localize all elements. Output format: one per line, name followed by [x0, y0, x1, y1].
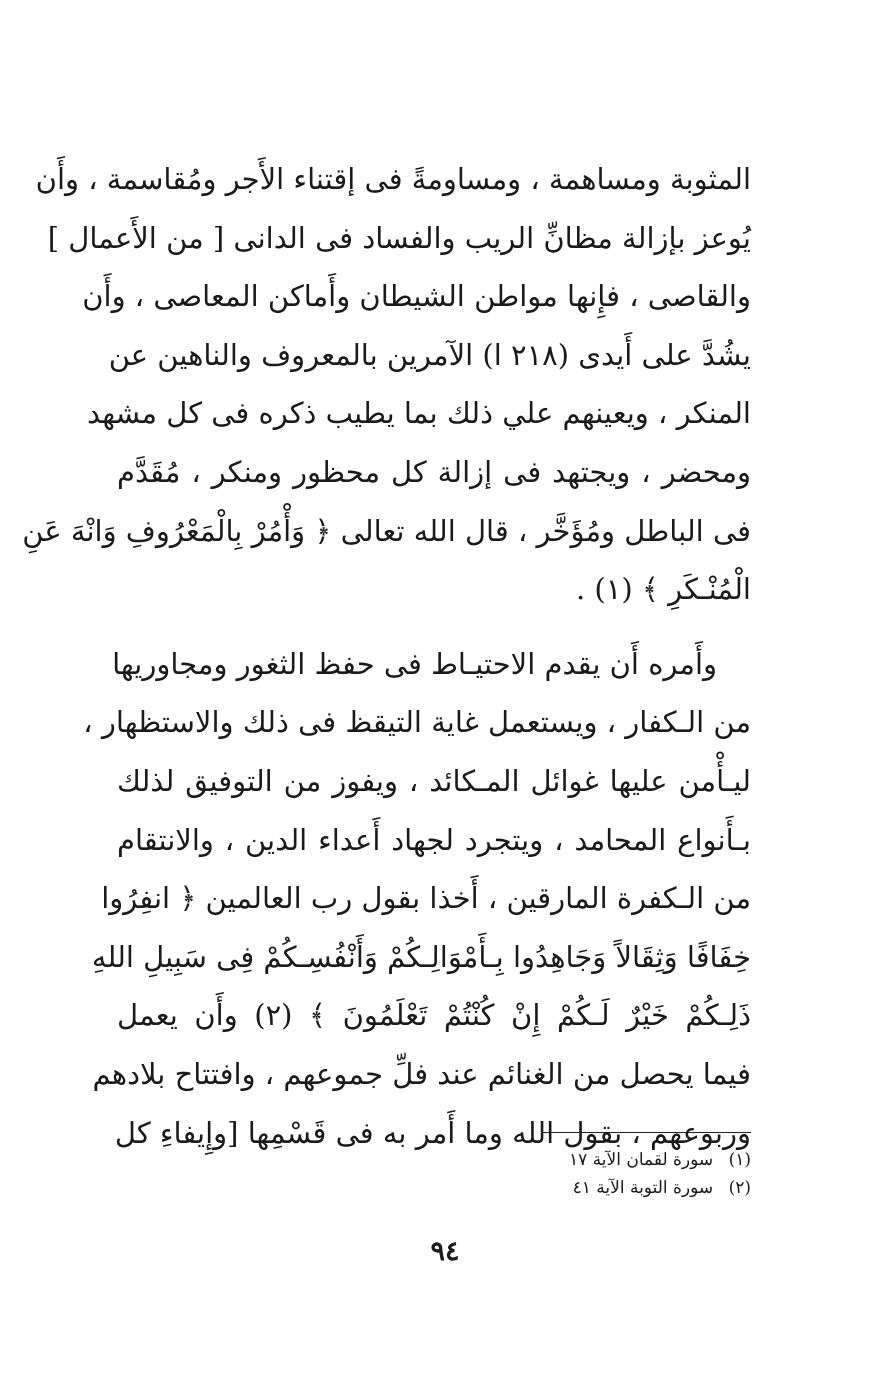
text-line: ليـأْمن عليها غوائل المـكائد ، ويفوز من التوفيق لذلك — [117, 763, 751, 798]
text-line: والقاصى ، فإِنها مواطن الشيطان وأَماكن المعاصى ، وأَن — [82, 279, 751, 314]
footnote-2 — [351, 1174, 751, 1202]
footnote-text: سورة التوبة الآية ٤١ — [572, 1178, 714, 1198]
text-line: فى الباطل ومُؤَخَّر ، قال الله تعالى ﴿ وَأْمُرْ بِالْمَعْرُوفِ وَانْهَ عَنِ — [22, 513, 751, 548]
text-line: خِفَافًا وَثِقَالاً وَجَاهِدُوا بِـأَمْوَالِـكُمْ وَأَنْفُسِـكُمْ فِى سَبِيلِ اللهِ — [91, 939, 751, 974]
text-line: المنكر ، ويعينهم علي ذلك بما يطيب ذكره فى كل مشهد — [87, 396, 751, 431]
footnote-1 — [351, 1146, 751, 1174]
text-line: وربوعهم ، بقول الله وما أَمر به فى قَسْمِها [وإِيفاءِ كل — [114, 1115, 751, 1150]
paragraph-1 — [22, 150, 751, 619]
text-line: من الـكفار ، ويستعمل غاية التيقظ فى ذلك والاستظهار ، — [83, 705, 751, 740]
paragraph-gap — [117, 619, 751, 635]
text-line: يُوعز بإزالة مظانِّ الريب والفساد فى الدانى [ من الأَعمال ] — [47, 220, 751, 255]
text-line: يشُدَّ على أَيدى (٢١٨ ا) الآمرين بالمعروف والناهين عن — [108, 337, 751, 372]
footnote-number: (١) — [728, 1150, 751, 1170]
page-number: ٩٤ — [430, 1236, 460, 1267]
main-text — [22, 150, 751, 1162]
text-line: ذَلِـكُمْ خَيْرٌ لَـكُمْ إِنْ كُنْتُمْ تَعْلَمُونَ ﴾ (٢) وأَن يعمل — [117, 998, 751, 1033]
footnote-number: (٢) — [728, 1178, 751, 1198]
text-line: وأَمره أَن يقدم الاحتيـاط فى حفظ الثغور ومجاوريها — [112, 646, 717, 681]
footnotes — [351, 1146, 751, 1202]
text-line: ومحضر ، ويجتهد فى إزالة كل محظور ومنكر ، مُقَدَّم — [117, 454, 751, 489]
text-line: فيما يحصل من الغنائم عند فلِّ جموعهم ، وافتتاح بلادهم — [92, 1056, 751, 1091]
paragraph-2 — [83, 635, 751, 1162]
text-line: من الـكفرة المارقين ، أَخذا بقول رب العالمين ﴿ انفِرُوا — [101, 881, 751, 916]
text-line: المثوبة ومساهمة ، ومساومةً فى إقتناء الأَجر ومُقاسمة ، وأَن — [35, 162, 751, 196]
footnote-text: سورة لقمان الآية ١٧ — [569, 1150, 714, 1170]
text-line: بـأَنواع المحامد ، ويتجرد لجهاد أَعداء الدين ، والانتقام — [117, 822, 751, 857]
text-line: الْمُنْـكَرِ ﴾ (١) . — [575, 572, 751, 607]
footnote-divider — [541, 1132, 751, 1133]
